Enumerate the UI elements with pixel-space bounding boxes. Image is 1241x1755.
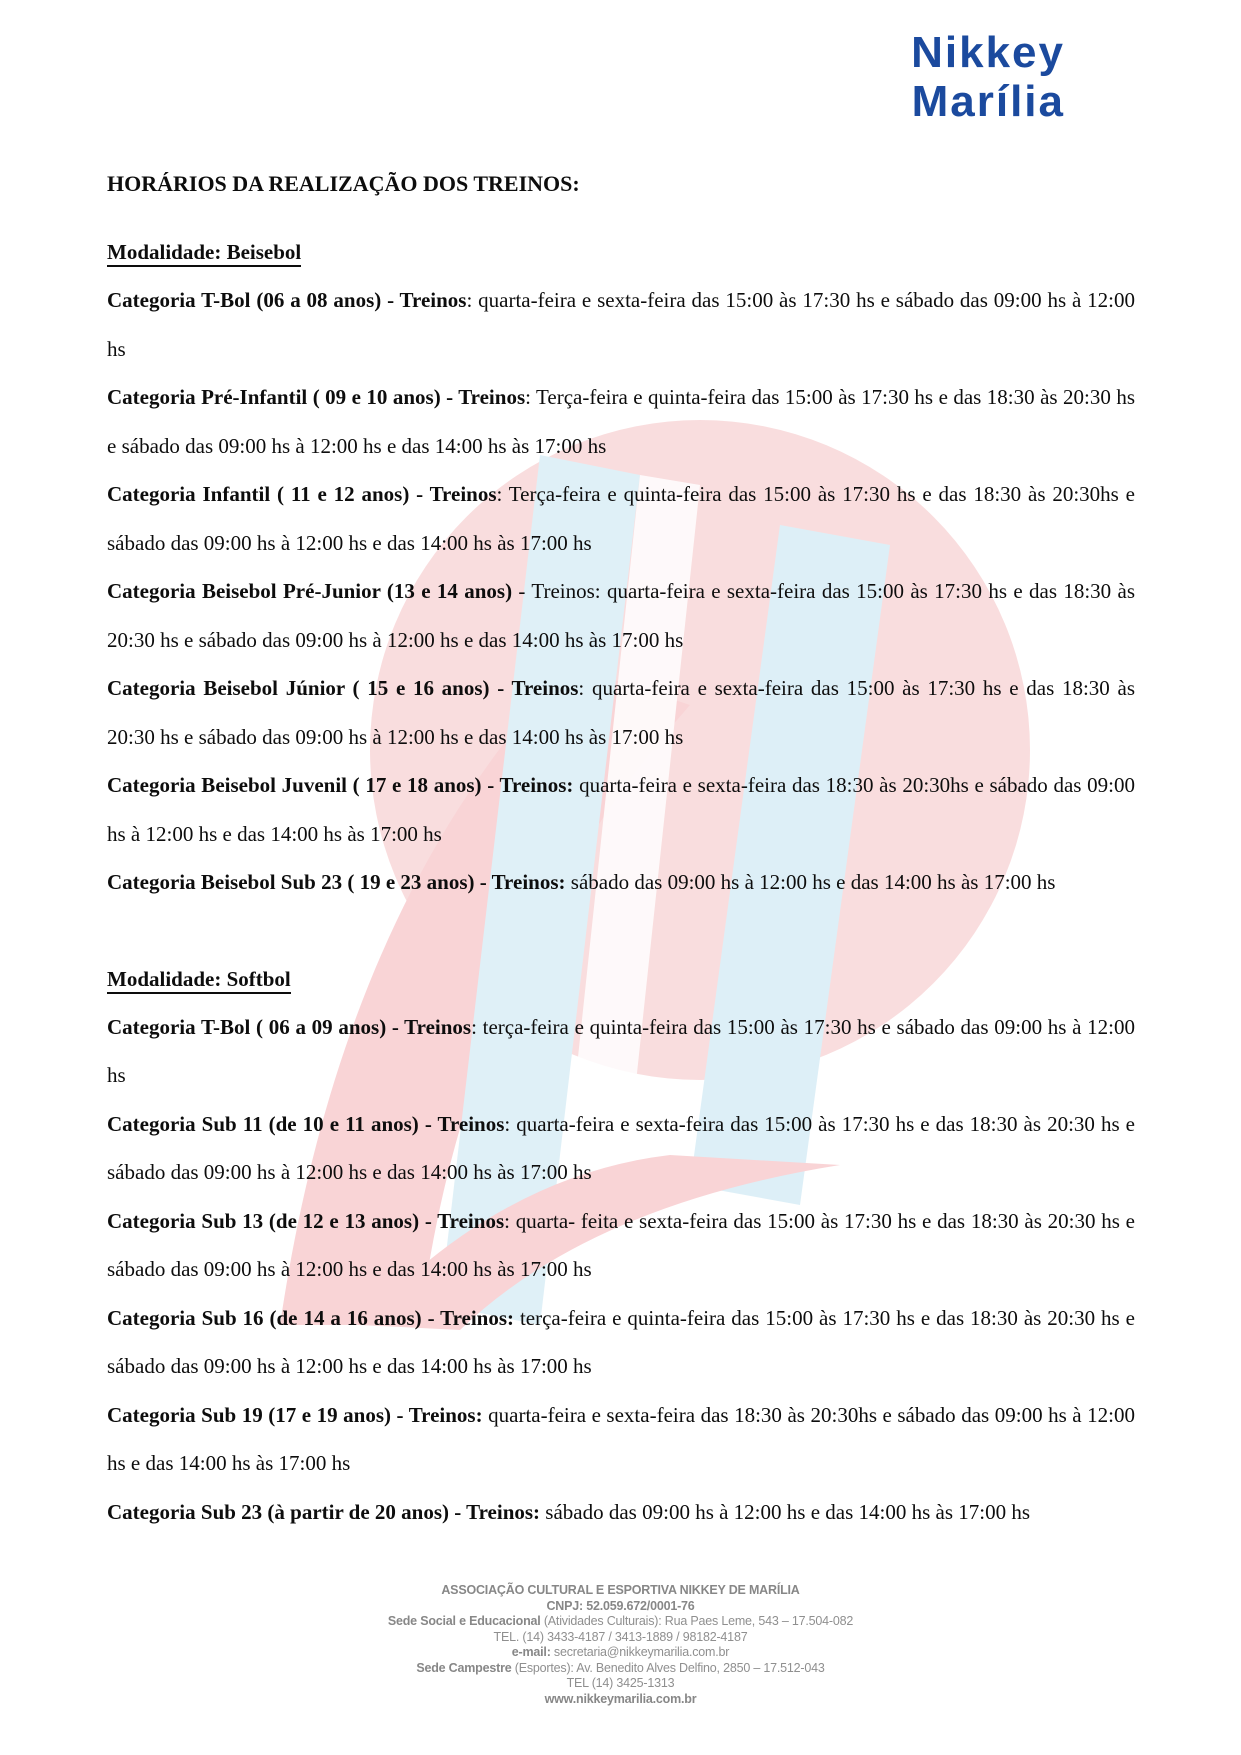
section-heading-text: Modalidade: Softbol xyxy=(107,967,291,994)
entry-category: Categoria Sub 13 (de 12 e 13 anos) - Treinos xyxy=(107,1208,505,1233)
schedule-entry xyxy=(107,1488,1135,1537)
footer-bold-text: ASSOCIAÇÃO CULTURAL E ESPORTIVA NIKKEY DE MARÍLIA xyxy=(441,1583,800,1597)
entry-category: Categoria T-Bol ( 06 a 09 anos) - Treinos xyxy=(107,1014,472,1039)
footer-regular-text: (Esportes): Av. Benedito Alves Delfino, 2850 – 17.512-043 xyxy=(511,1660,825,1675)
footer-bold-text: Sede Social e Educacional xyxy=(387,1614,541,1628)
entry-details: : quarta- feita e sexta-feira das 15:00 às 17:30 hs e das 18:30 às 20:30 hs e sábado das 09:00 hs à 12:00 hs e das 14:00 hs às 17:00 hs xyxy=(107,1208,1135,1281)
entry-details: sábado das 09:00 hs à 12:00 hs e das 14:00 hs às 17:00 hs xyxy=(540,1499,1031,1524)
entry-category: Categoria Beisebol Júnior ( 15 e 16 anos) - Treinos xyxy=(107,676,579,700)
footer-association-name xyxy=(0,1583,1241,1599)
logo-line2: Marília xyxy=(911,77,1065,126)
entry-category: Categoria Sub 19 (17 e 19 anos) - Treinos: xyxy=(107,1402,483,1427)
entry-details: : terça-feira e quinta-feira das 15:00 às 17:30 hs e sábado das 09:00 hs à 12:00 hs xyxy=(107,1014,1135,1087)
entry-category: Categoria Sub 11 (de 10 e 11 anos) - Treinos xyxy=(107,1111,505,1136)
document-footer xyxy=(0,1583,1241,1707)
entry-details: sábado das 09:00 hs à 12:00 hs e das 14:00 hs às 17:00 hs xyxy=(565,870,1056,894)
schedule-entry xyxy=(107,664,1135,761)
schedule-entry xyxy=(107,1391,1135,1488)
schedule-entry xyxy=(107,276,1135,373)
schedule-entry xyxy=(107,761,1135,858)
club-logo xyxy=(911,28,1065,126)
entry-category: Categoria Beisebol Juvenil ( 17 e 18 anos) - Treinos: xyxy=(107,773,574,797)
entry-category: Categoria Beisebol Pré-Junior (13 e 14 anos) xyxy=(107,579,513,603)
schedule-entry xyxy=(107,1003,1135,1100)
footer-bold-text: e-mail: xyxy=(511,1645,551,1659)
entry-category: Categoria Pré-Infantil ( 09 e 10 anos) - Treinos xyxy=(107,385,526,409)
entry-details: : Terça-feira e quinta-feira das 15:00 às 17:30 hs e das 18:30 às 20:30hs e sábado das 09:00 hs à 12:00 hs e das 14:00 hs às 17:00 hs xyxy=(107,482,1135,555)
entry-details: quarta-feira e sexta-feira das 18:30 às 20:30hs e sábado das 09:00 hs à 12:00 hs e das 14:00 hs às 17:00 hs xyxy=(107,773,1135,846)
entry-category: Categoria Sub 16 (de 14 a 16 anos) - Treinos: xyxy=(107,1305,515,1330)
section-heading-beisebol xyxy=(107,228,1135,276)
entry-details: : quarta-feira e sexta-feira das 15:00 às 17:30 hs e sábado das 09:00 hs à 12:00 hs xyxy=(107,288,1135,361)
entry-category: Categoria Sub 23 (à partir de 20 anos) - Treinos: xyxy=(107,1499,541,1524)
footer-bold-text: CNPJ: 52.059.672/0001-76 xyxy=(546,1598,695,1613)
footer-bold-text: www.nikkeymarilia.com.br xyxy=(544,1691,697,1706)
schedule-entry xyxy=(107,1100,1135,1197)
footer-phone-1 xyxy=(0,1630,1241,1646)
entry-category: Categoria Infantil ( 11 e 12 anos) - Treinos xyxy=(107,482,497,506)
footer-website xyxy=(0,1692,1241,1708)
schedule-entry xyxy=(107,373,1135,470)
logo-line1: Nikkey xyxy=(911,28,1065,77)
entry-details: : quarta-feira e sexta-feira das 15:00 às 17:30 hs e das 18:30 às 20:30 hs e sábado das 09:00 hs à 12:00 hs e das 14:00 hs às 17:00 hs xyxy=(107,1111,1136,1184)
section-heading-text: Modalidade: Beisebol xyxy=(107,240,301,267)
footer-bold-text: Sede Campestre xyxy=(416,1660,512,1675)
page-title: HORÁRIOS DA REALIZAÇÃO DOS TREINOS: xyxy=(107,171,580,196)
schedule-entry xyxy=(107,858,1135,907)
entry-details: : Terça-feira e quinta-feira das 15:00 às 17:30 hs e das 18:30 às 20:30 hs e sábado das 09:00 hs à 12:00 hs e das 14:00 hs às 17:00 hs xyxy=(107,385,1135,458)
entry-details: - Treinos: quarta-feira e sexta-feira das 15:00 às 17:30 hs e das 18:30 às 20:30 hs e sábado das 09:00 hs à 12:00 hs e das 14:00 hs às 17:00 hs xyxy=(107,579,1135,652)
footer-regular-text: TEL. (14) 3433-4187 / 3413-1889 / 98182-4187 xyxy=(493,1629,748,1644)
footer-sede-campestre xyxy=(0,1661,1241,1677)
schedule-entry xyxy=(107,470,1135,567)
schedule-entry xyxy=(107,567,1135,664)
footer-email xyxy=(0,1645,1241,1661)
footer-cnpj xyxy=(0,1599,1241,1615)
schedule-entry xyxy=(107,1197,1135,1294)
schedule-entry xyxy=(107,1294,1135,1391)
footer-regular-text: (Atividades Culturais): Rua Paes Leme, 543 – 17.504-082 xyxy=(540,1614,854,1628)
footer-regular-text: TEL (14) 3425-1313 xyxy=(566,1676,675,1690)
footer-sede-social xyxy=(0,1614,1241,1630)
section-softbol xyxy=(107,955,1135,1537)
section-beisebol xyxy=(107,228,1135,907)
entry-category: Categoria Beisebol Sub 23 ( 19 e 23 anos) - Treinos: xyxy=(107,870,566,894)
footer-regular-text: secretaria@nikkeymarilia.com.br xyxy=(550,1645,730,1659)
entry-details: terça-feira e quinta-feira das 15:00 às 17:30 hs e das 18:30 às 20:30 hs e sábado das 09:00 hs à 12:00 hs e das 14:00 hs às 17:00 hs xyxy=(107,1305,1135,1378)
entry-details: quarta-feira e sexta-feira das 18:30 às 20:30hs e sábado das 09:00 hs à 12:00 hs e das 14:00 hs às 17:00 hs xyxy=(107,1402,1135,1475)
entry-category: Categoria T-Bol (06 a 08 anos) - Treinos xyxy=(107,288,467,312)
footer-phone-2 xyxy=(0,1676,1241,1692)
section-heading-softbol xyxy=(107,955,1135,1003)
entry-details: : quarta-feira e sexta-feira das 15:00 às 17:30 hs e das 18:30 às 20:30 hs e sábado das 09:00 hs à 12:00 hs e das 14:00 hs às 17:00 hs xyxy=(107,676,1135,749)
